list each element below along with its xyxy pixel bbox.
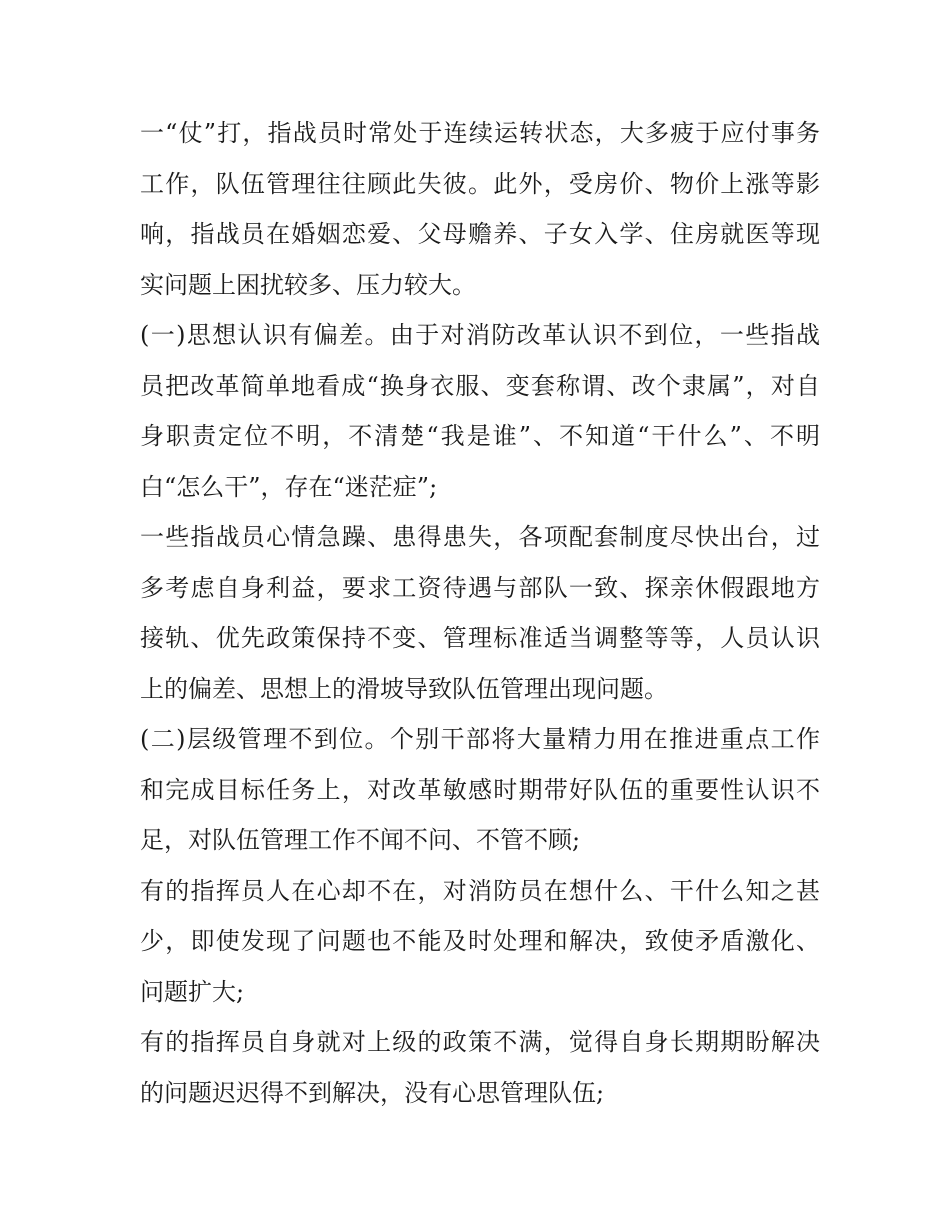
text-line: 足，对队伍管理工作不闻不问、不管不顾; — [140, 826, 581, 854]
text-line: 工作，队伍管理往往顾此失彼。此外，受房价、物价上涨等影 — [140, 169, 820, 198]
text-line: 白“怎么干”，存在“迷茫症”; — [140, 472, 438, 501]
text-line: (一)思想认识有偏差。由于对消防改革认识不到位，一些指战 — [140, 321, 820, 349]
text-line: 有的指挥员自身就对上级的政策不满，觉得自身长期期盼解决 — [140, 1028, 820, 1056]
text-line: 一些指战员心情急躁、患得患失，各项配套制度尽快出台，过 — [140, 523, 820, 551]
text-line: 的问题迟迟得不到解决，没有心思管理队伍; — [140, 1078, 605, 1107]
text-line: 响，指战员在婚姻恋爱、父母赡养、子女入学、住房就医等现 — [140, 220, 820, 248]
text-line: 问题扩大; — [140, 977, 245, 1006]
text-line: 有的指挥员人在心却不在，对消防员在想什么、干什么知之甚 — [140, 876, 820, 905]
text-line: 和完成目标任务上，对改革敏感时期带好队伍的重要性认识不 — [140, 775, 820, 804]
text-line: 一“仗”打，指战员时常处于连续运转状态，大多疲于应付事务 — [140, 119, 820, 147]
text-line: 身职责定位不明，不清楚“我是谁”、不知道“干什么”、不明 — [140, 422, 820, 450]
text-line: 多考虑自身利益，要求工资待遇与部队一致、探亲休假跟地方 — [140, 573, 820, 602]
text-line: 上的偏差、思想上的滑坡导致队伍管理出现问题。 — [140, 674, 668, 703]
text-line: 实问题上困扰较多、压力较大。 — [140, 270, 476, 299]
text-line: (二)层级管理不到位。个别干部将大量精力用在推进重点工作 — [140, 725, 820, 753]
text-line: 少，即使发现了问题也不能及时处理和解决，致使矛盾激化、 — [140, 927, 820, 955]
text-line: 接轨、优先政策保持不变、管理标准适当调整等等，人员认识 — [140, 624, 820, 652]
body-text — [140, 108, 820, 1118]
text-line: 员把改革简单地看成“换身衣服、变套称谓、改个隶属”，对自 — [140, 371, 820, 400]
